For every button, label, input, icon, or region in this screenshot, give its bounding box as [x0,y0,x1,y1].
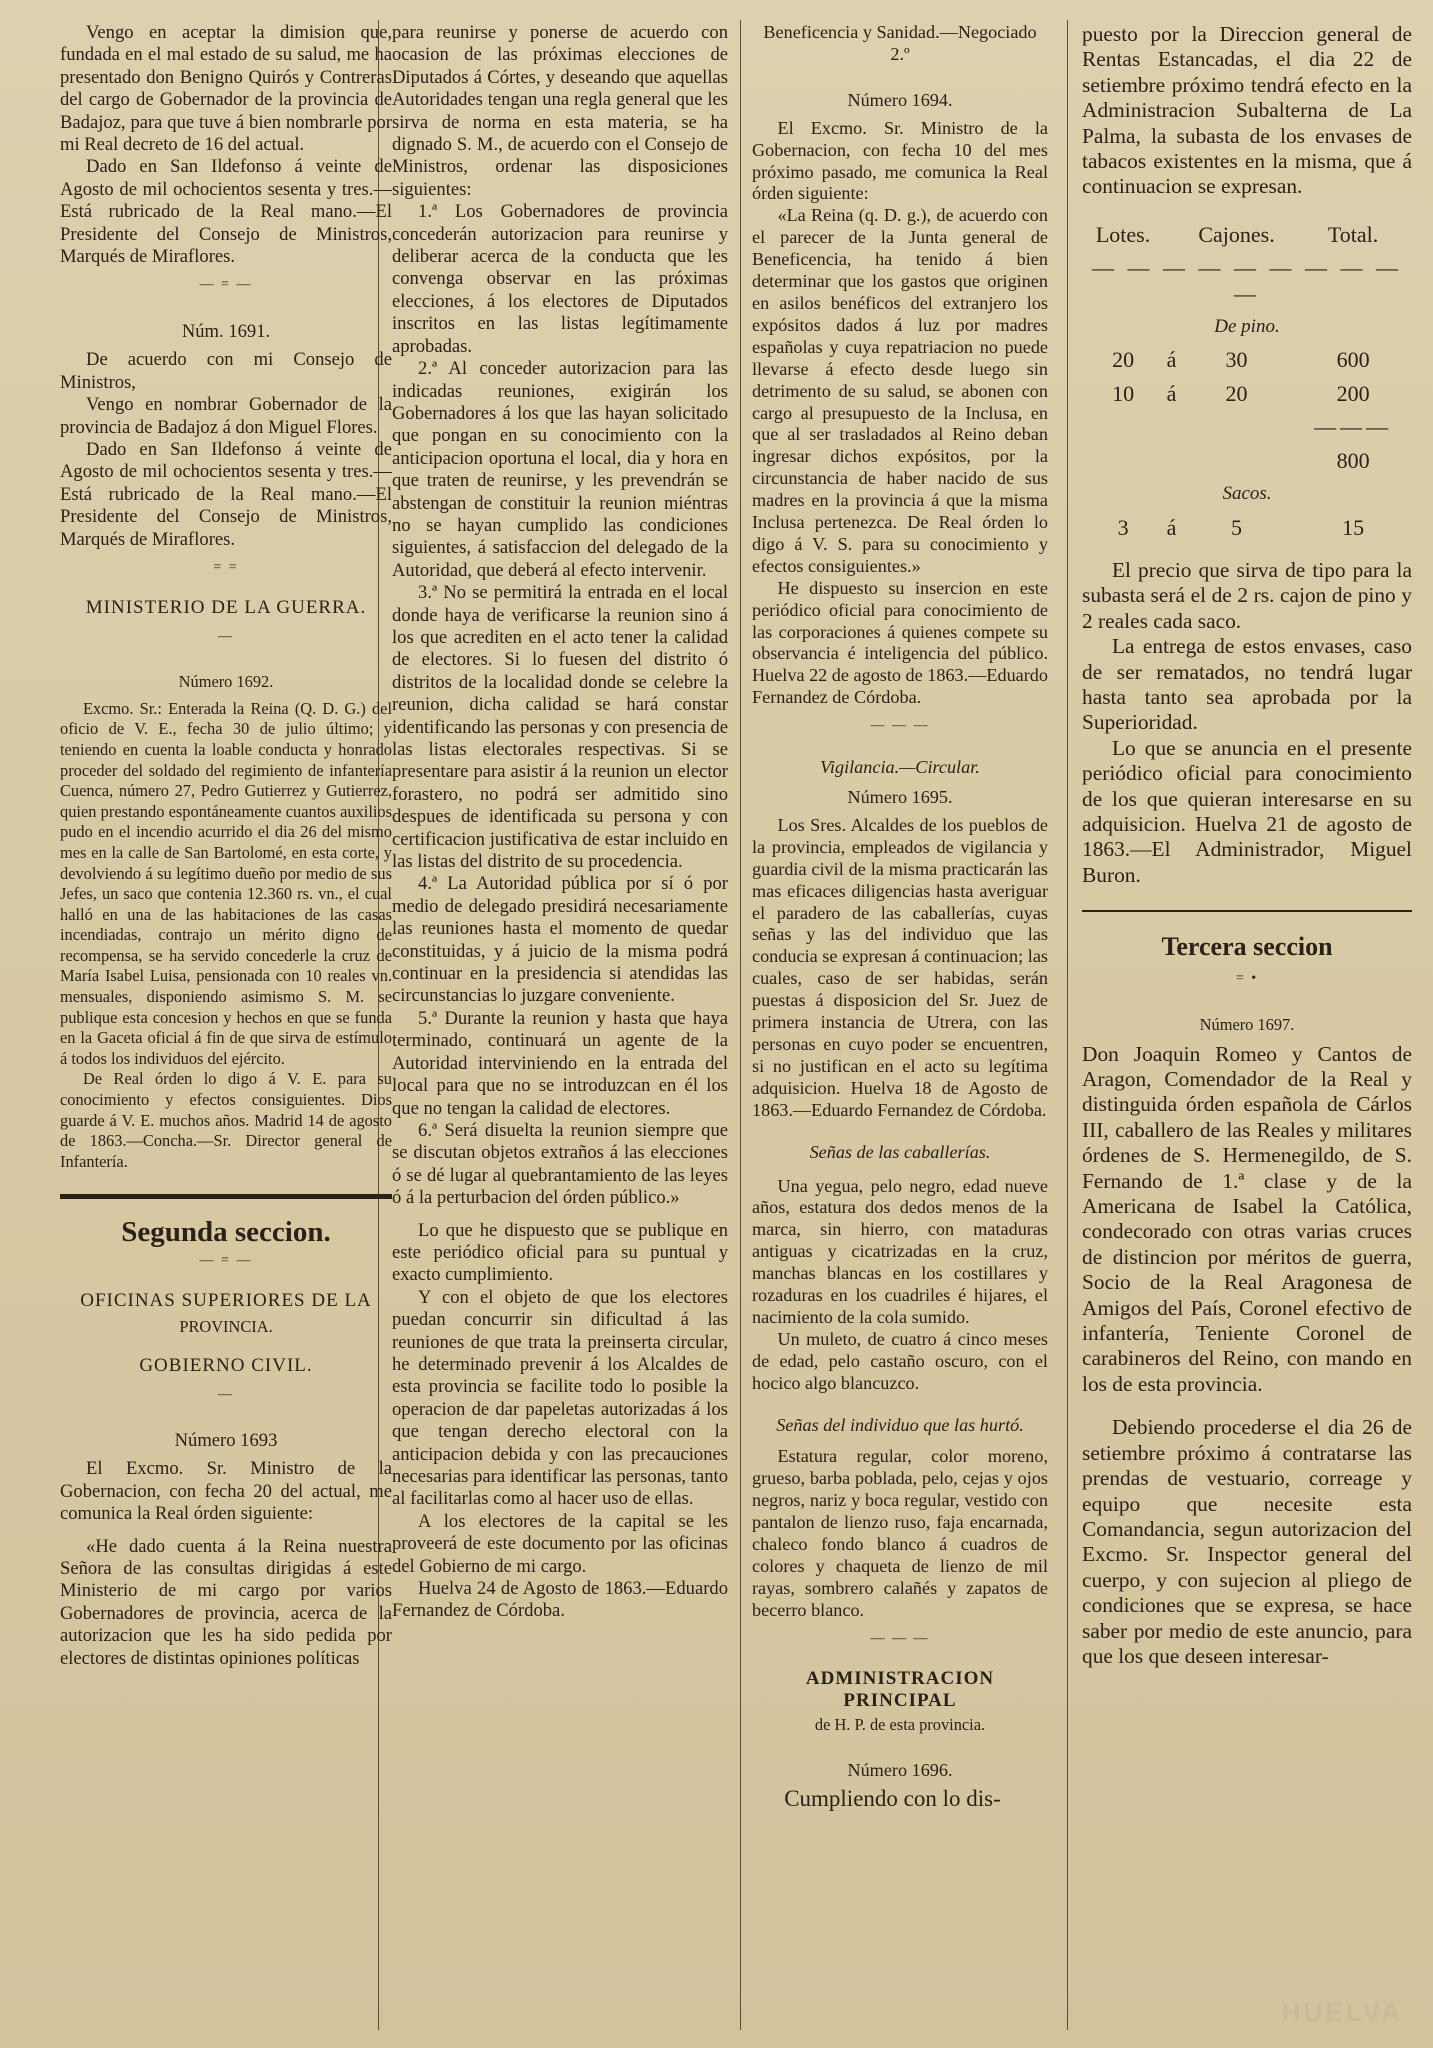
paragraph: 4.ª La Autoridad pública por sí ó por medio de delegado presidirá necesariamente las reuniones hasta el momento de quedar constituidas, y á juicio de la misma podrá continuar en la presidencia si atendidas las circunstancias lo juzgare conveniente. [392,873,728,1007]
table-cell: 20 [1225,380,1248,406]
paragraph: 5.ª Durante la reunion y hasta que haya terminado, continuará un agente de la Autoridad interviniendo en la entrada del local para que no se introduzcan en él los que no tengan la calidad de electores. [392,1007,728,1119]
paragraph: Don Joaquin Romeo y Cantos de Aragon, Comendador de la Real y distinguida órden española de Cárlos III, caballero de las Reales y militares órdenes de S. Hermenegildo, de S. Fernando de 1.ª clase y de la Americana de Isabel la Católica, condecorado con otras varias cruces de distincion por méritos de guerra, Socio de la Real Aragonesa de Amigos del País, Coronel efectivo de infantería, Teniente Coronel de carabineros del Reino, con mando en los de esta provincia. [1082,1041,1412,1396]
paragraph: Lo que se anuncia en el presente periódico oficial para conocimiento de los que quieran interesarse en su adquisicion. Huelva 21 de agosto de 1863.—El Administrador, Miguel Buron. [1082,735,1412,887]
table-header: Total. [1327,221,1379,247]
separator: — — — — — — — — — — [1092,255,1402,306]
section-title: Segunda seccion. [121,1216,331,1249]
section-heading: OFICINAS SUPERIORES DE LA [80,1290,372,1312]
table-cell: 10 [1112,380,1135,406]
article-number: Número 1696. [847,1760,953,1781]
paragraph: Vengo en nombrar Gobernador de la provincia de Badajoz á don Miguel Flores. [60,394,392,438]
paragraph: Lo que he dispuesto que se publique en este periódico oficial para su puntual y exacto cumplimiento. [392,1219,728,1286]
paragraph: He dispuesto su insercion en este periódico oficial para conocimiento de las corporaciones á quienes compete su observancia é inteligencia del público. Huelva 22 de agosto de 1863.—Eduardo Fernandez de Córdoba. [752,577,1048,708]
paragraph: Y con el objeto de que los electores puedan concurrir sin dificultad á las reuniones de que trata la preinserta circular, he determinado prevenir á los Alcaldes de esta provincia se facilite todo lo posible la operacion de dar papeletas autorizadas á los que tengan derecho electoral con la anticipacion debida y con las precauciones necesarias para identificar las personas, tanto al facilitarlas como al hacer uso de ellas. [392,1286,728,1510]
paragraph: Dado en San Ildefonso á veinte de Agosto de mil ochocientos sesenta y tres.—Está rubricado de la Real mano.—El Presidente del Consejo de Ministros, Marqués de Miraflores. [60,156,392,268]
article-number: Número 1695. [847,787,953,807]
paragraph: puesto por la Direccion general de Rentas Estancadas, el dia 22 de setiembre próximo tendrá efecto en la Administracion Subalterna de La Palma, la subasta de los envases de tabacos existentes en la misma, que á continuacion se expresan. [1082,22,1412,199]
paragraph: Vengo en aceptar la dimision que, fundada en el mal estado de su salud, me ha presentado don Benigno Quirós y Contreras del cargo de Gobernador de la provincia de Badajoz, para que tuve á bien nombrarle por mi Real decreto de 16 del actual. [60,22,392,156]
article-number: Número 1693 [174,1430,278,1452]
separator: — = — [199,1252,253,1268]
table-cell: 15 [1342,514,1365,540]
separator: — = — [199,277,253,293]
paragraph: Excmo. Sr.: Enterada la Reina (Q. D. G.) del oficio de V. E., fecha 30 de julio último; y teniendo en cuenta la loable conducta y honrado proceder del soldado del regimiento de infantería Cuenca, número 27, Pedro Gutierrez y Gutierrez, quien prestando espontáneamente cuantos auxilios pudo en el incendio acurrido el dia 26 del mismo mes en la calle de San Bartolomé, en esta corte, y devolviendo á su legítimo dueño por medio de sus Jefes, un saco que contenia 12.360 rs. vn., el cual halló en una de las habitaciones de las casas incendiadas, contrajo un mérito digno de recompensa, se ha servido concederle la cruz de María Isabel Luisa, pensionada con 10 reales vn. mensuales, disponiendo asimismo S. M. se publique esta concesion y hechos en que se funda en la Gaceta oficial á fin de que sirva de estímulo á todos los individuos del ejército. [60,698,392,1068]
section-heading: GOBIERNO CIVIL. [139,1355,313,1377]
column-4 [1082,22,1412,2032]
separator: ——— [1314,414,1393,440]
paragraph: para reunirse y ponerse de acuerdo con ocasion de las próximas elecciones de Diputados á Córtes, y deseando que aquellas Autoridades tengan una regla general que les sirva de norma en esta materia, se ha dignado S. M., de acuerdo con el Consejo de Ministros, ordenar las disposiciones siguientes: [392,22,728,200]
table-cell: 600 [1336,347,1370,373]
table-total: 800 [1336,447,1370,473]
table-row [1082,343,1412,376]
paragraph: 6.ª Será disuelta la reunion siempre que se discutan objetos extraños á las elecciones ó se dé lugar al quebrantamiento de las leyes ó á la perturbacion del órden público.» [392,1119,728,1209]
paragraph: 3.ª No se permitirá la entrada en el local donde haya de verificarse la reunion sino á los que acrediten en el acto tener la calidad de electores. Si lo fuesen del distrito ó distritos de la localidad donde se celebre la reunion, dicha calidad se hará constar identificando las personas y con presencia de las listas electorales respectivas. Si se presentare para asistir á la reunion un elector forastero, no podrá ser admitido sino despues de identificada su persona y con certificacion justificativa de estar incluido en las listas del distrito de su procedencia. [392,582,728,873]
table-cell: 30 [1225,347,1248,373]
paragraph: De Real órden lo digo á V. E. para su conocimiento y efectos consiguientes. Dios guarde á V. E. muchos años. Madrid 14 de agosto de 1863.—Concha.—Sr. Director general de Infantería. [60,1069,392,1171]
table-cell: á [1166,380,1177,406]
table-cell: 3 [1117,514,1129,540]
article-number: Número 1697. [1199,1015,1295,1034]
table-subheading: Sacos. [1222,483,1272,505]
paragraph: Una yegua, pelo negro, edad nueve años, estatura dos dedos menos de la marca, sin hierro, con mataduras antiguas y cicatrizadas en la cruz, manchas blancas en los costillares y rozaduras en los cuadriles é hijares, el nacimiento de la cola sumido. [752,1175,1048,1327]
paragraph: El Excmo. Sr. Ministro de la Gobernacion, con fecha 20 del actual, me comunica la Real órden siguiente: [60,1458,392,1525]
table-header: Lotes. [1095,221,1151,247]
separator: — [218,1386,234,1402]
table-cell: á [1166,347,1177,373]
section-heading: Señas del individuo que las hurtó. [776,1414,1024,1435]
section-heading: MINISTERIO DE LA GUERRA. [85,597,367,619]
paragraph: Cumpliendo con lo dis- [784,1785,1001,1811]
paragraph: Estatura regular, color moreno, grueso, barba poblada, pelo, cejas y ojos negros, nariz y boca regular, vestido con pantalon de lienzo ruso, faja encarnada, chaleco fondo blanco á cuadros de colores y chaqueta de lienzo de mil rayas, sombrero calañés y zapatos de becerro blanco. [752,1446,1048,1620]
table-row [1082,511,1412,544]
table-cell: á [1166,514,1177,540]
paragraph: «La Reina (q. D. g.), de acuerdo con el parecer de la Junta general de Beneficencia, ha tenido á bien determinar que los gastos que originen en asilos benéficos del extranjero los expósitos dados á luz por madres españolas y cuya repatriacion no puede llevarse á efecto desde luego sin detrimento de su salud, se abonen con cargo al presupuesto de la Inclusa, en que al ser trasladados al Reino deban ingresar dichos expósitos, por la circunstancia de haber nacido de sus madres en la provincia á que la misma Inclusa pertenezca. De Real órden lo digo á V. S. para su conocimiento y efectos consiguientes.» [752,205,1048,576]
table-header: Cajones. [1198,221,1275,247]
watermark-logo: HUELVA [1281,1997,1403,2027]
column-1 [60,22,392,2032]
section-heading: Vigilancia.—Circular. [820,757,980,778]
paragraph: 2.ª Al conceder autorizacion para las indicadas reuniones, exigirán los Gobernadores á los que las hayan solicitado que pongan en su conocimiento con la anticipacion oportuna el local, dia y hora en que traten de reunirse, y les prevendrán se abstengan de constituir la reunion miéntras no se hayan cumplido las condiciones siguientes, á satisfaccion del delegado de la Autoridad, que deberá al efecto intervenir. [392,358,728,581]
separator: — — — [870,718,930,734]
section-heading: Señas de las caballerías. [809,1141,991,1162]
table-cell: 20 [1112,347,1135,373]
section-subheading: de H. P. de esta provincia. [814,1715,986,1735]
column-3 [752,22,1048,2032]
horizontal-rule [60,1194,392,1199]
section-title: Tercera seccion [1161,932,1333,962]
paragraph: Dado en San Ildefonso á veinte de Agosto de mil ochocientos sesenta y tres.—Está rubricado de la Real mano.—El Presidente del Consejo de Ministros, Marqués de Miraflores. [60,438,392,550]
separator: = • [1235,970,1259,986]
column-rule [740,20,741,2030]
separator: — [218,628,234,644]
article-number: Número 1692. [178,672,274,692]
signature: Huelva 24 de Agosto de 1863.—Eduardo Fernandez de Córdoba. [392,1578,728,1622]
section-subheading: PROVINCIA. [179,1316,273,1336]
separator: = = [213,559,239,575]
table-row [1082,377,1412,410]
paragraph: «He dado cuenta á la Reina nuestra Señora de las consultas dirigidas á este Ministerio de mi cargo por varios Gobernadores de provincia, acerca de la autorizacion que les ha sido pedida por electores de distintas opiniones políticas [60,1535,392,1669]
article-number: Núm. 1691. [181,320,271,342]
table-cell: 5 [1231,514,1243,540]
paragraph: Un muleto, de cuatro á cinco meses de edad, pelo castaño oscuro, con el hocico algo blancuzco. [752,1328,1048,1393]
paragraph: A los electores de la capital se les proveerá de este documento por las oficinas del Gobierno de mi cargo. [392,1510,728,1577]
horizontal-rule [1082,910,1412,912]
paragraph: De acuerdo con mi Consejo de Ministros, [60,349,392,393]
paragraph: 1.ª Los Gobernadores de provincia concederán autorizacion para reunirse y deliberar acerca de la conducta que les convenga observar en las próximas elecciones, á los electores de Diputados inscritos en las listas legítimamente aprobadas. [392,201,728,357]
lots-table [1082,218,1412,544]
paragraph: El Excmo. Sr. Ministro de la Gobernacion, con fecha 10 del mes próximo pasado, me comunica la Real órden siguiente: [752,117,1048,204]
paragraph: Debiendo procederse el dia 26 de setiembre próximo á contratarse las prendas de vestuario, correage y equipo que necesite esta Comandancia, segun autorizacion del Excmo. Sr. Inspector general del cuerpo, y con sujecion al pliego de condiciones que se expresa, se hace saber por medio de este anuncio, para que los que deseen interesar- [1082,1415,1412,1668]
section-heading: Beneficencia y Sanidad.—Negociado 2.º [763,22,1037,64]
table-subheading: De pino. [1214,316,1280,338]
separator: — — — [870,1630,930,1646]
paragraph: El precio que sirva de tipo para la subasta será el de 2 rs. cajon de pino y 2 reales cada saco. [1082,557,1412,633]
paragraph: Los Sres. Alcaldes de los pueblos de la provincia, empleados de vigilancia y guardia civil de la misma practicarán las mas eficaces diligencias hasta averiguar el paradero de las caballerías, cuyas señas y las del individuo que las conducia se expresan á continuacion; las cuales, caso de ser habidas, serán puestas á disposicion del Sr. Juez de primera instancia de Utrera, con las personas en cuyo poder se encuentren, si no justifican en el acto su legítima adquisicion. Huelva 18 de Agosto de 1863.—Eduardo Fernandez de Córdoba. [752,814,1048,1120]
table-cell: 200 [1336,380,1370,406]
column-rule [1067,20,1068,2030]
article-number: Número 1694. [847,89,953,110]
column-2 [392,22,728,2032]
section-heading: ADMINISTRACION PRINCIPAL [805,1667,995,1711]
paragraph: La entrega de estos envases, caso de ser rematados, no tendrá lugar hasta tanto sea aprobada por la Superioridad. [1082,634,1412,735]
